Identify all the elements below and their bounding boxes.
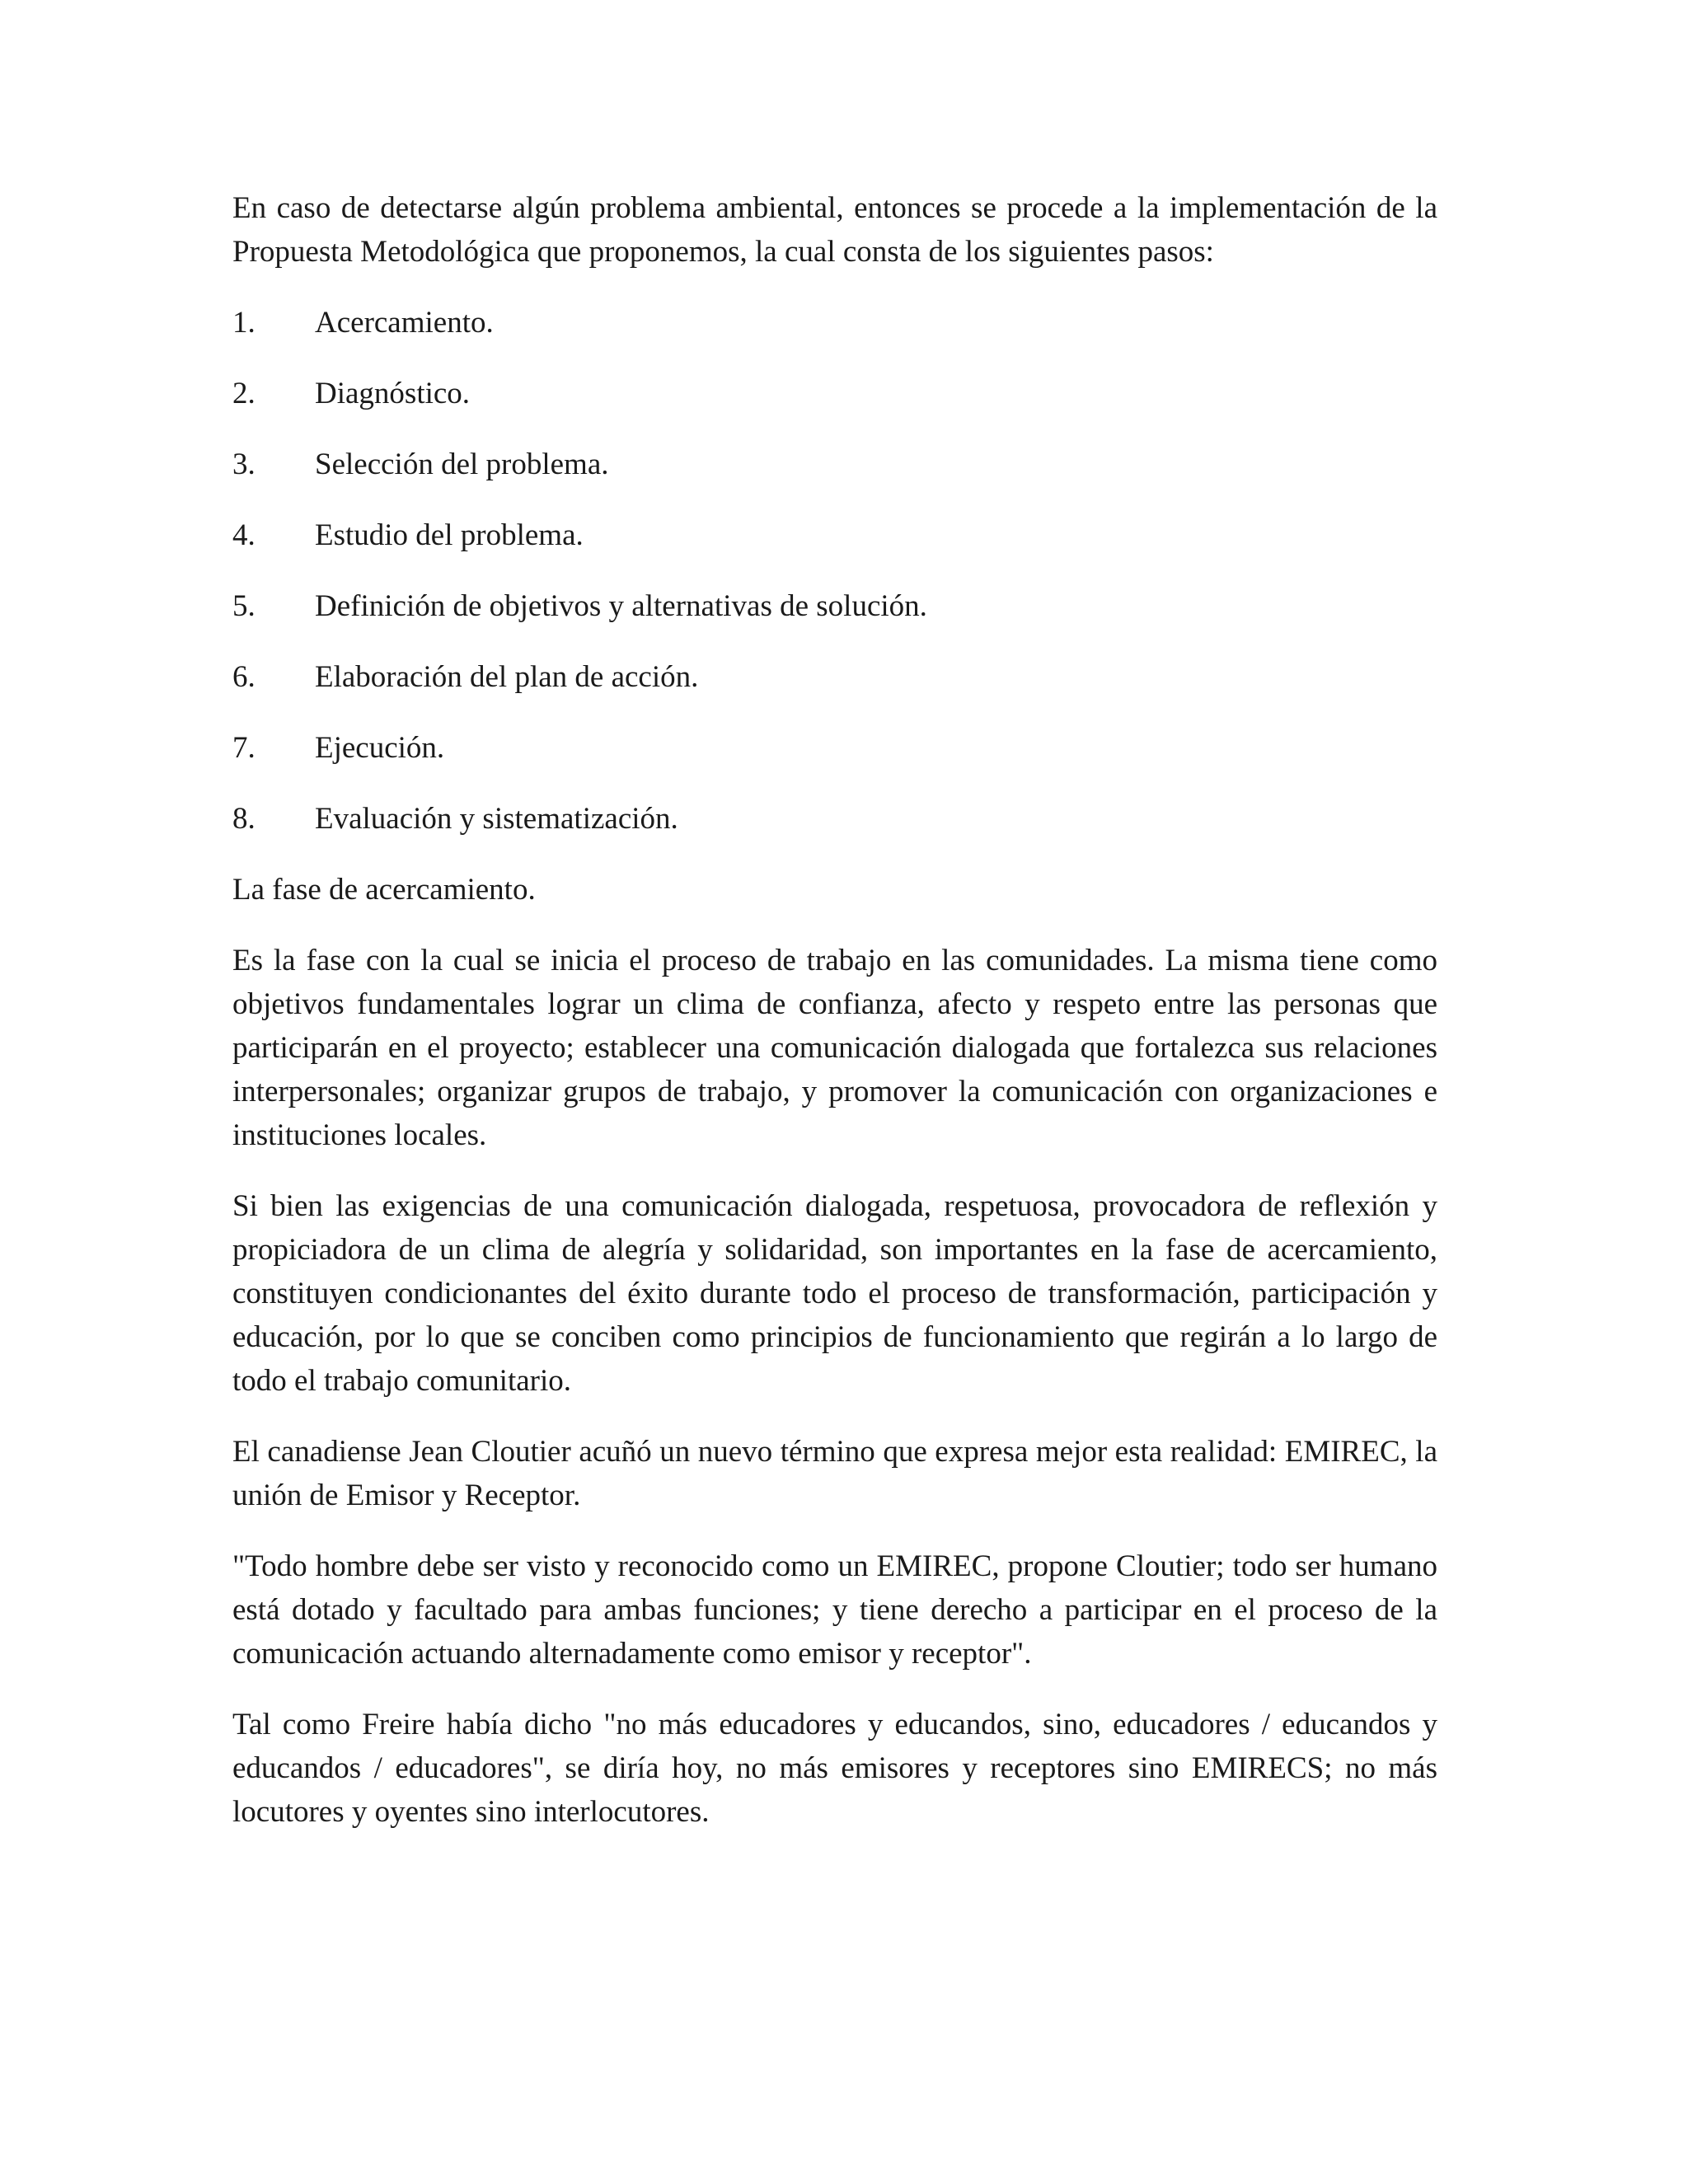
list-item: [232, 655, 1437, 699]
body-paragraph: Tal como Freire había dicho "no más educadores y educandos, sino, educadores / educandos y educandos / educadores", se diría hoy, no más emisores y receptores sino EMIRECS; no más locutores y oyentes sino interlocutores.: [232, 1708, 1437, 1829]
list-item: [232, 797, 1437, 841]
step-number: 3.: [232, 448, 256, 481]
step-text: Evaluación y sistematización.: [315, 802, 678, 836]
body-paragraph: Si bien las exigencias de una comunicación dialogada, respetuosa, provocadora de reflexión y propiciadora de un clima de alegría y solidaridad, son importantes en la fase de acercamiento, constituyen condicionantes del éxito durante todo el proceso de transformación, participación y educación, por lo que se conciben como principios de funcionamiento que regirán a lo largo de todo el trabajo comunitario.: [232, 1189, 1437, 1398]
step-text: Definición de objetivos y alternativas de solución.: [315, 589, 927, 623]
step-number: 4.: [232, 518, 256, 552]
step-number: 2.: [232, 377, 256, 410]
body-paragraph: "Todo hombre debe ser visto y reconocido como un EMIREC, propone Cloutier; todo ser humano está dotado y facultado para ambas funciones; y tiene derecho a participar en el proceso de la comunicación actuando alternadamente como emisor y receptor".: [232, 1549, 1437, 1671]
intro-paragraph: En caso de detectarse algún problema ambiental, entonces se procede a la implementación de la Propuesta Metodológica que proponemos, la cual consta de los siguientes pasos:: [232, 191, 1437, 269]
step-text: Selección del problema.: [315, 448, 609, 481]
step-text: Estudio del problema.: [315, 518, 584, 552]
step-number: 5.: [232, 589, 256, 623]
list-item: [232, 301, 1437, 344]
step-text: Ejecución.: [315, 731, 445, 765]
list-item: [232, 372, 1437, 415]
steps-list: [232, 301, 1437, 841]
list-item: [232, 726, 1437, 770]
document-page: [232, 186, 1437, 1861]
body-paragraph: El canadiense Jean Cloutier acuñó un nuevo término que expresa mejor esta realidad: EMIREC, la unión de Emisor y Receptor.: [232, 1435, 1437, 1512]
step-number: 7.: [232, 731, 256, 765]
step-number: 1.: [232, 306, 256, 340]
body-paragraph: Es la fase con la cual se inicia el proceso de trabajo en las comunidades. La misma tiene como objetivos fundamentales lograr un clima de confianza, afecto y respeto entre las personas que participarán en el proyecto; establecer una comunicación dialogada que fortalezca sus relaciones interpersonales; organizar grupos de trabajo, y promover la comunicación con organizaciones e instituciones locales.: [232, 944, 1437, 1152]
list-item: [232, 584, 1437, 628]
step-number: 6.: [232, 660, 256, 694]
step-text: Diagnóstico.: [315, 377, 471, 410]
list-item: [232, 513, 1437, 557]
step-text: Elaboración del plan de acción.: [315, 660, 699, 694]
step-text: Acercamiento.: [315, 306, 494, 340]
step-number: 8.: [232, 802, 256, 836]
section-heading: La fase de acercamiento.: [232, 873, 536, 907]
list-item: [232, 443, 1437, 486]
